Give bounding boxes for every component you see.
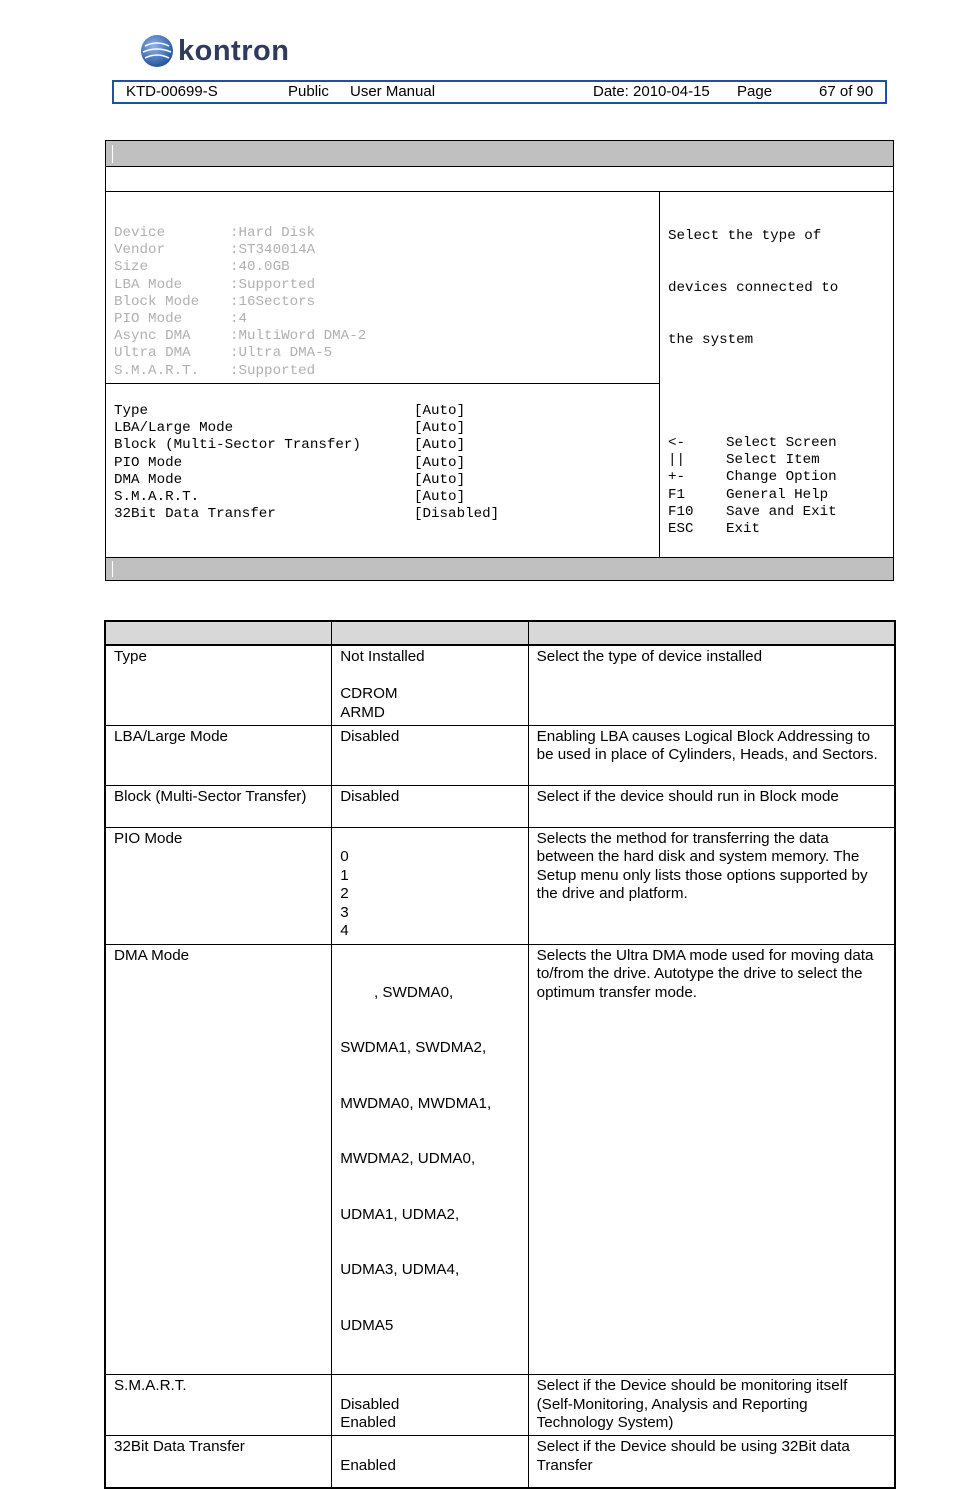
- description-cell: Select if the Device should be monitoring itself (Self-Monitoring, Analysis and Reporting Technology System): [528, 1375, 895, 1436]
- key-legend-row: ESC Exit: [668, 520, 761, 537]
- feature-cell: Block (Multi-Sector Transfer): [105, 785, 332, 827]
- feature-cell: 32Bit Data Transfer: [105, 1436, 332, 1488]
- table-row: [105, 1436, 895, 1488]
- bios-key-legend: [668, 435, 868, 538]
- feature-cell: LBA/Large Mode: [105, 725, 332, 785]
- key-legend-row: <- Select Screen: [668, 435, 837, 451]
- bios-help-text: Select the type of devices connected to the system: [668, 228, 839, 348]
- table-row: [105, 944, 895, 1375]
- options-cell: Disabled: [332, 785, 528, 827]
- bios-option-pio-mode[interactable]: PIO Mode [Auto]: [114, 454, 466, 471]
- table-row: [105, 725, 895, 785]
- bios-option-block-mode[interactable]: Block (Multi-Sector Transfer) [Auto]: [114, 437, 466, 454]
- bios-option-type[interactable]: Type [Auto]: [114, 403, 466, 419]
- description-cell: Enabling LBA causes Logical Block Addressing to be used in place of Cylinders, Heads, and Sectors.: [528, 725, 895, 785]
- page-number: 67 of 90: [819, 83, 874, 100]
- bios-option-smart[interactable]: S.M.A.R.T. [Auto]: [114, 488, 466, 505]
- doc-classification: Public: [288, 83, 329, 100]
- description-cell: Selects the method for transferring the data between the hard disk and system memory. The Setup menu only lists those options supported by the drive and platform.: [528, 827, 895, 944]
- description-cell: Select the type of device installed: [528, 645, 895, 725]
- options-table: [104, 620, 896, 1489]
- feature-cell: DMA Mode: [105, 944, 332, 1375]
- bios-options-list: [114, 403, 534, 523]
- feature-cell: PIO Mode: [105, 827, 332, 944]
- key-legend-row: +- Change Option: [668, 469, 837, 486]
- bios-screen: Device :Hard Disk Vendor :ST340014A Size :40.0GB LBA Mode :Supported Block Mode :16Sectors PIO Mode :4 Async DMA :MultiWord DMA-2 Ultra DMA :Ultra DMA-5 S.M.A.R.T. :Supported Type [Auto] LBA/Large Mode [Auto] Block (Multi-Sector Transfer) [Auto] PIO Mode [Auto] DMA Mode [Auto] S.M.A.R.T. [Auto] 32Bit Data Transfer [Disabled] Select the type of devices connected to the system <- Select Screen || Select Item +- Change Option F1 General Help F10 Save and Exit ESC Exit: [105, 140, 894, 581]
- key-legend-row: F10 Save and Exit: [668, 503, 837, 520]
- feature-cell: S.M.A.R.T.: [105, 1375, 332, 1436]
- description-cell: Select if the Device should be using 32Bit data Transfer: [528, 1436, 895, 1488]
- doc-id: KTD-00699-S: [126, 83, 218, 100]
- options-cell: , SWDMA0, SWDMA1, SWDMA2, MWDMA0, MWDMA1, MWDMA2, UDMA0, UDMA1, UDMA2, UDMA3, UDMA4, UDMA5: [332, 944, 528, 1375]
- bios-status-bar: [106, 557, 893, 580]
- bios-title-bar: [106, 141, 893, 167]
- description-cell: Select if the device should run in Block mode: [528, 785, 895, 827]
- table-header-cell: [528, 621, 895, 645]
- options-cell: Disabled Enabled: [332, 1375, 528, 1436]
- logo-text: kontron: [178, 34, 290, 67]
- table-row: [105, 645, 895, 725]
- bios-option-32bit[interactable]: 32Bit Data Transfer [Disabled]: [114, 506, 500, 523]
- kontron-logo: [140, 32, 289, 70]
- table-header-cell: [332, 621, 528, 645]
- doc-type: User Manual: [350, 83, 436, 100]
- options-cell: Not Installed CDROM ARMD: [332, 645, 528, 725]
- bios-subtitle-bar: [106, 167, 893, 192]
- table-header-row: [105, 621, 895, 645]
- key-legend-row: || Select Item: [668, 452, 820, 469]
- table-row: [105, 1375, 895, 1436]
- bios-option-dma-mode[interactable]: DMA Mode [Auto]: [114, 471, 466, 488]
- feature-cell: Type: [105, 645, 332, 725]
- key-legend-row: F1 General Help: [668, 486, 829, 503]
- table-row: [105, 785, 895, 827]
- options-cell: 0 1 2 3 4: [332, 827, 528, 944]
- document-header: [112, 80, 887, 104]
- description-cell: Selects the Ultra DMA mode used for moving data to/from the drive. Autotype the drive to select the optimum transfer mode.: [528, 944, 895, 1375]
- bios-option-lba-mode[interactable]: LBA/Large Mode [Auto]: [114, 420, 466, 437]
- options-cell: Enabled: [332, 1436, 528, 1488]
- table-row: [105, 827, 895, 944]
- doc-date: Date: 2010-04-15: [593, 83, 710, 100]
- globe-icon: [140, 34, 174, 68]
- options-cell: Disabled: [332, 725, 528, 785]
- page-label: Page: [737, 83, 773, 100]
- table-header-cell: [105, 621, 332, 645]
